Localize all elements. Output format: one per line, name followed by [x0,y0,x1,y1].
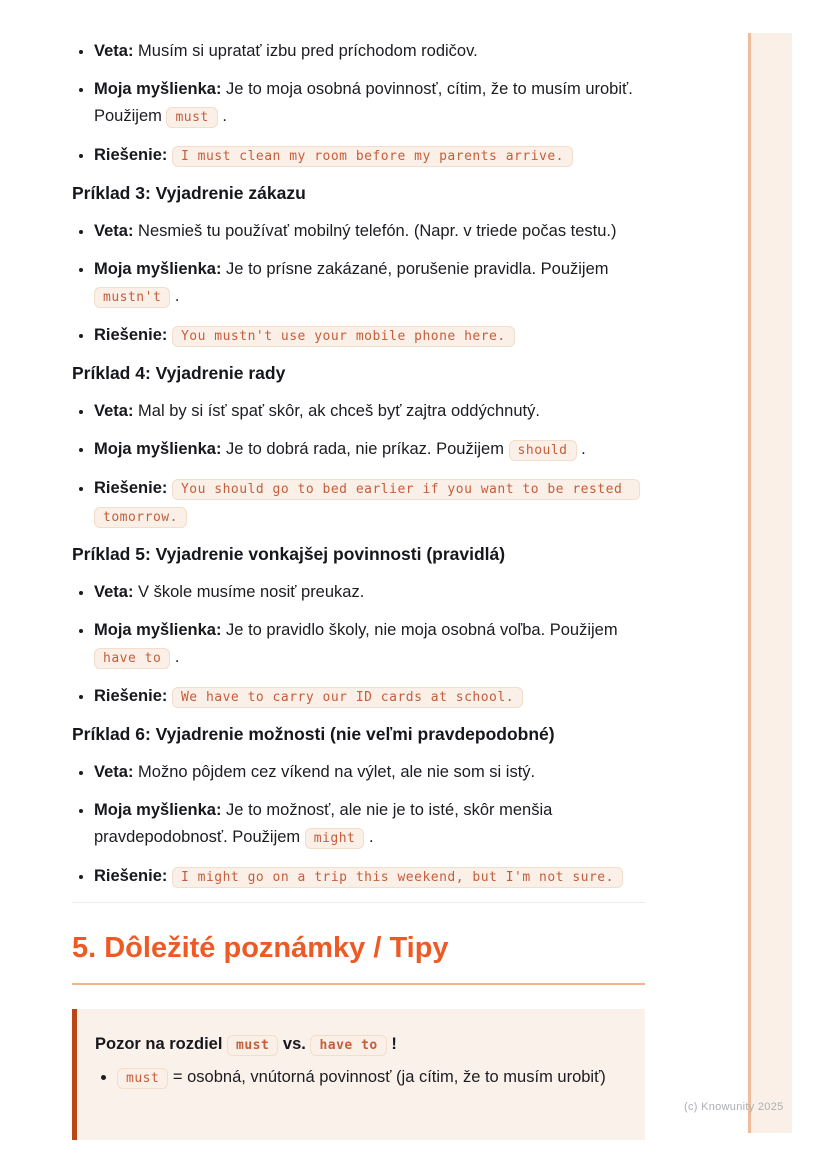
bold-label: Veta: [94,42,134,60]
bold-label: Veta: [94,583,134,601]
list-item [94,38,645,65]
watermark: (c) Knowunity 2025 [684,1101,784,1113]
bold-label: Moja myšlienka: [94,801,222,819]
text-run: Je to prísne zakázané, porušenie pravidla. Použijem [221,260,609,278]
bold-label: Pozor na rozdiel [95,1035,228,1053]
inline-code: have to [310,1035,386,1056]
list-item [94,797,645,852]
example-bullet-list [72,398,645,531]
inline-code: might [305,828,365,849]
bold-label: Riešenie: [94,687,168,705]
text-run: . [170,648,180,666]
bold-label: Moja myšlienka: [94,80,222,98]
list-item [94,398,645,425]
text-run: Je to možnosť, ale nie je to isté, skôr menšia pravdepodobnosť. Použijem [94,801,553,846]
text-run: . [364,828,374,846]
callout-box [72,1009,645,1140]
text-run: = osobná, vnútorná povinnosť (ja cítim, že to musím urobiť) [168,1068,606,1086]
list-item [94,218,645,245]
list-item [94,683,645,711]
page-edge-strip [748,33,792,1133]
section-divider [72,902,645,903]
callout-list [95,1063,621,1093]
examples-sections [72,38,645,891]
text-run: Nesmieš tu používať mobilný telefón. (Napr. v triede počas testu.) [133,222,617,240]
text-run: Musím si upratať izbu pred príchodom rodičov. [133,42,478,60]
callout-title [95,1031,621,1059]
text-run: Možno pôjdem cez víkend na výlet, ale nie som si istý. [133,763,536,781]
example-heading: Príklad 6: Vyjadrenie možnosti (nie veľmi pravdepodobné) [72,724,555,744]
list-item [94,76,645,131]
example-bullet-list [72,759,645,891]
inline-code: must [227,1035,278,1056]
bold-label: Veta: [94,222,134,240]
inline-code: I might go on a trip this weekend, but I'm not sure. [172,867,623,888]
list-item [94,759,645,786]
bold-label: Riešenie: [94,146,168,164]
text-run: Je to moja osobná povinnosť, cítim, že to musím urobiť. Použijem [94,80,633,125]
inline-code: mustn't [94,287,170,308]
bold-label: Riešenie: [94,479,168,497]
text-run: Je to dobrá rada, nie príkaz. Použijem [221,440,509,458]
bold-label: Riešenie: [94,326,168,344]
list-item [94,863,645,891]
inline-code: You should go to bed earlier if you want to be rested tomorrow. [94,479,640,528]
inline-code: must [117,1068,168,1089]
document-content [72,0,645,1140]
bold-label: vs. [278,1035,311,1053]
example-heading: Príklad 5: Vyjadrenie vonkajšej povinnosti (pravidlá) [72,544,506,564]
inline-code: I must clean my room before my parents arrive. [172,146,573,167]
text-run: Mal by si ísť spať skôr, ak chceš byť zajtra oddýchnutý. [133,402,540,420]
inline-code: You mustn't use your mobile phone here. [172,326,515,347]
text-run: . [217,107,227,125]
inline-code: should [509,440,577,461]
list-item [94,436,645,464]
bold-label: Veta: [94,402,134,420]
list-item [94,256,645,311]
bold-label: Moja myšlienka: [94,440,222,458]
inline-code: must [166,107,217,128]
list-item [94,617,645,672]
example-heading: Príklad 4: Vyjadrenie rady [72,363,286,383]
list-item [94,322,645,350]
bold-label: Veta: [94,763,134,781]
example-bullet-list [72,218,645,350]
text-run: V škole musíme nosiť preukaz. [133,583,365,601]
text-run: . [170,287,180,305]
bold-label: Moja myšlienka: [94,260,222,278]
example-bullet-list [72,579,645,711]
bold-label: Riešenie: [94,867,168,885]
bold-label: Moja myšlienka: [94,621,222,639]
list-item [94,475,645,531]
example-bullet-list [72,38,645,170]
callout-list-item [117,1063,621,1093]
example-heading: Príklad 3: Vyjadrenie zákazu [72,183,306,203]
text-run: Je to pravidlo školy, nie moja osobná voľba. Použijem [221,621,618,639]
list-item [94,579,645,606]
page-title: 5. Dôležité poznámky / Tipy [72,931,645,985]
text-run: . [576,440,586,458]
list-item [94,142,645,170]
bold-label: ! [386,1035,397,1053]
inline-code: We have to carry our ID cards at school. [172,687,523,708]
inline-code: have to [94,648,170,669]
